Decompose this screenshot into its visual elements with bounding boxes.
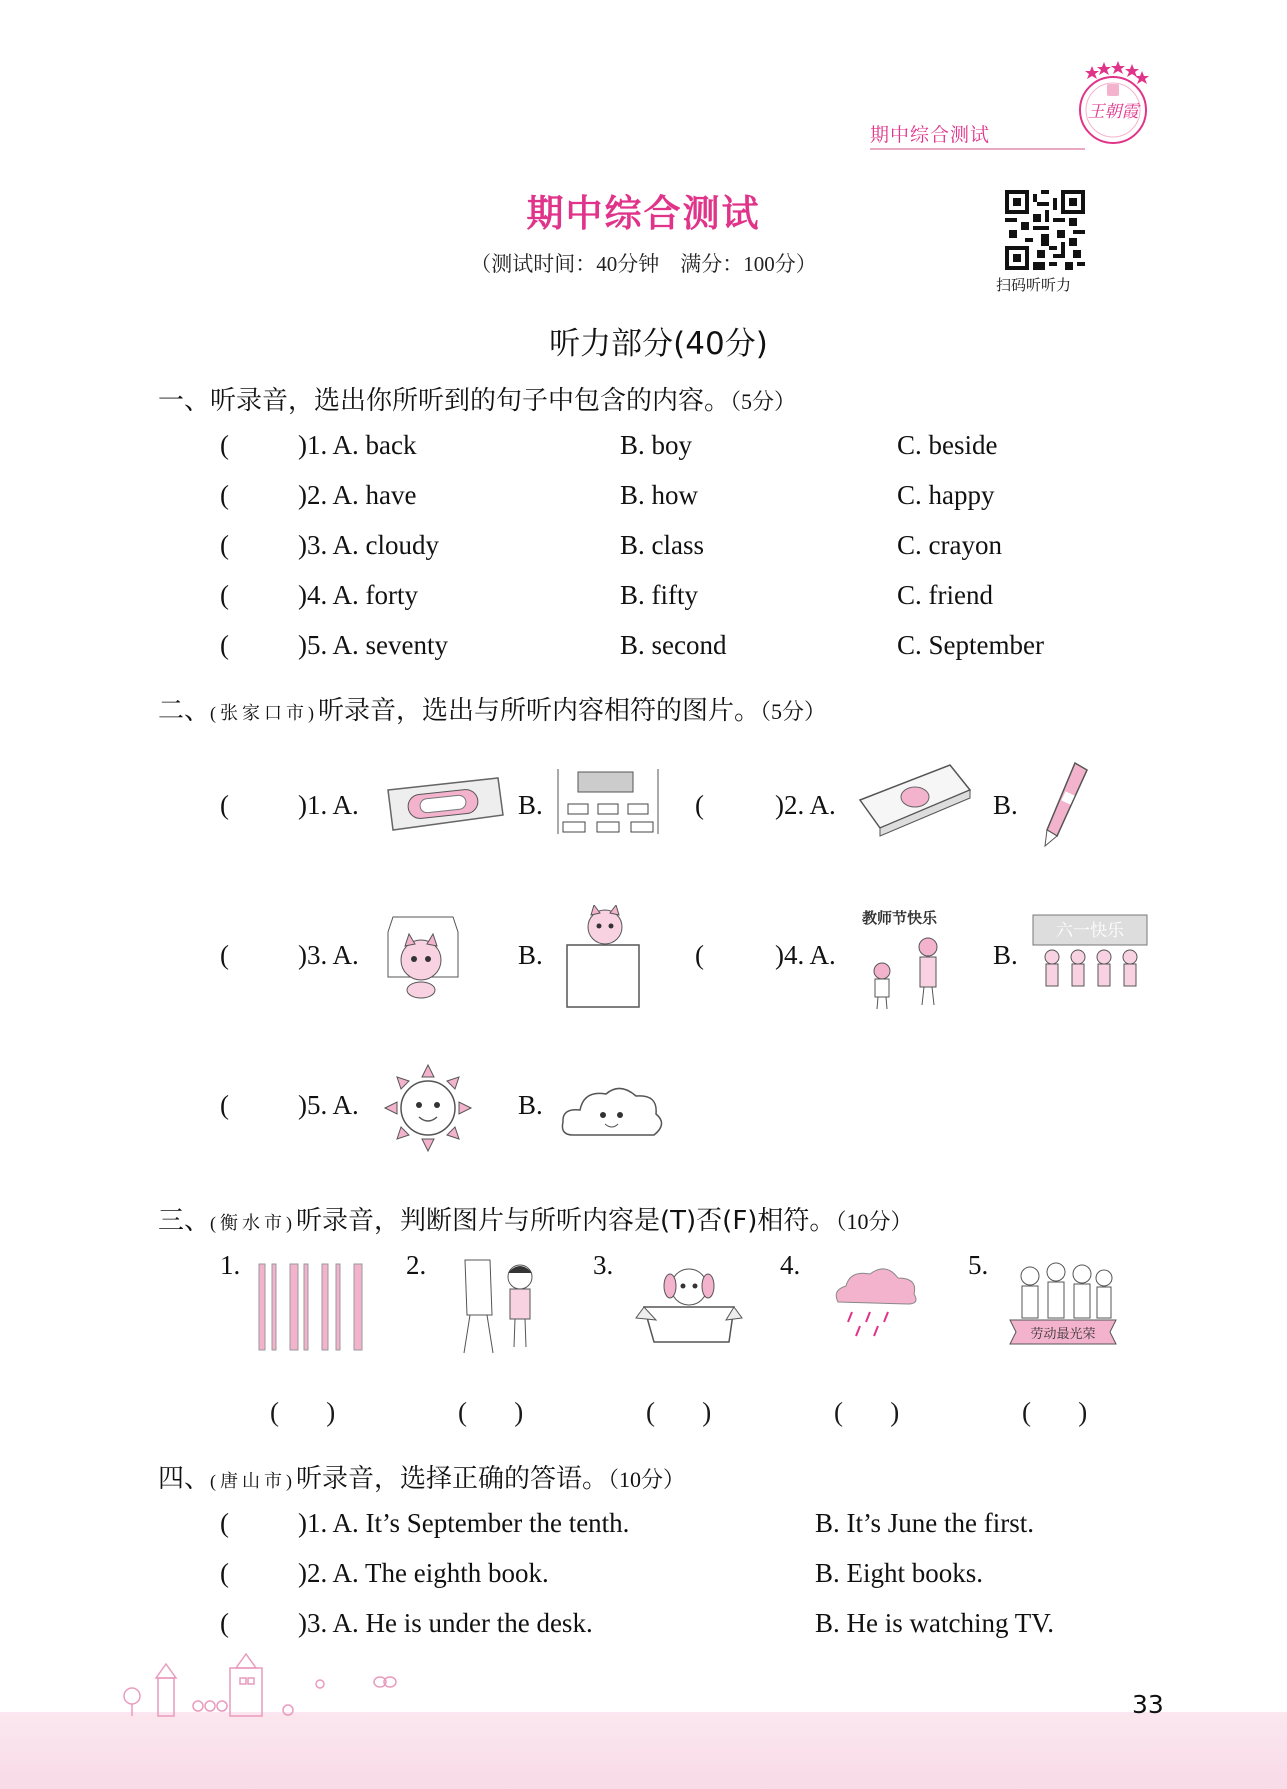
section1-heading xyxy=(158,380,796,417)
s3-label-5: 5. xyxy=(968,1250,989,1280)
section2-points: （5分） xyxy=(760,699,827,724)
teachers-day-image[interactable] xyxy=(860,905,950,1019)
s3-label-3: 3. xyxy=(593,1250,614,1280)
s1-q1-option-c: C. beside xyxy=(897,430,998,460)
section2-heading xyxy=(158,690,826,727)
s1-q5-option-b: B. second xyxy=(620,630,727,660)
teachers-day-text: 教师节快乐 xyxy=(862,909,938,927)
s1-q3-option-b: B. class xyxy=(620,530,704,560)
running-track-image[interactable] xyxy=(378,770,508,844)
s2-q2-label-b: B. xyxy=(993,790,1018,820)
s1-q3-option-a: )3. A. cloudy xyxy=(298,530,439,560)
s4-q1-option-a: )1. A. It’s September the tenth. xyxy=(298,1508,630,1538)
s1-q5-option-a: )5. A. seventy xyxy=(298,630,448,660)
part-title: 听力部分(40分) xyxy=(549,326,768,362)
section4-prefix: 四、 xyxy=(158,1464,211,1494)
section2-heading-text: 听录音，选出与所听内容相符的图片。 xyxy=(318,696,761,726)
childrens-day-text: 六一快乐 xyxy=(1056,921,1124,941)
section1-points: （5分） xyxy=(730,389,797,414)
sun-image[interactable] xyxy=(383,1063,473,1157)
s2-answer-blank-4[interactable]: ( xyxy=(695,940,704,970)
s2-q4-label-a: )4. A. xyxy=(775,940,836,970)
qr-code-icon[interactable] xyxy=(1005,190,1085,270)
answer-blank-4[interactable]: ( xyxy=(220,580,229,610)
cat-on-box-image[interactable] xyxy=(563,905,643,1014)
s3-answer-blank-4[interactable]: ( ) xyxy=(834,1397,900,1427)
s1-q5-option-c: C. September xyxy=(897,630,1044,660)
s2-q3-label-a: )3. A. xyxy=(298,940,359,970)
rain-cloud-image[interactable] xyxy=(830,1262,920,1346)
page-number: 33 xyxy=(1132,1690,1164,1719)
answer-blank-5[interactable]: ( xyxy=(220,630,229,660)
labour-day-image[interactable] xyxy=(1008,1258,1118,1357)
section2-prefix: 二、 xyxy=(158,696,211,726)
crayon-image[interactable] xyxy=(1035,758,1095,852)
section4-heading-text: 听录音，选择正确的答语。 xyxy=(296,1464,609,1494)
s3-label-2: 2. xyxy=(406,1250,427,1280)
s1-q2-option-b: B. how xyxy=(620,480,699,510)
section3-heading-text: 听录音，判断图片与所听内容是(T)否(F)相符。 xyxy=(296,1206,836,1236)
section3-heading xyxy=(158,1200,912,1237)
childrens-day-image[interactable] xyxy=(1030,912,1150,1006)
s1-q1-option-a: )1. A. back xyxy=(298,430,417,460)
castle-decoration xyxy=(120,1648,350,1722)
s3-answer-blank-1[interactable]: ( ) xyxy=(270,1397,336,1427)
header-tab xyxy=(870,120,1085,150)
s1-q4-option-c: C. friend xyxy=(897,580,993,610)
s4-answer-blank-3[interactable]: ( xyxy=(220,1608,229,1638)
qr-label: 扫码听听力 xyxy=(996,276,1072,294)
section4-heading xyxy=(158,1458,685,1495)
s1-q1-option-b: B. boy xyxy=(620,430,693,460)
s2-q5-label-b: B. xyxy=(518,1090,543,1120)
section4-points: （10分） xyxy=(608,1467,686,1492)
s2-q1-label-b: B. xyxy=(518,790,543,820)
butterfly-decoration xyxy=(372,1672,398,1696)
s3-answer-blank-3[interactable]: ( ) xyxy=(646,1397,712,1427)
s4-q3-option-b: B. He is watching TV. xyxy=(815,1608,1054,1638)
s2-answer-blank-3[interactable]: ( xyxy=(220,940,229,970)
s2-q3-label-b: B. xyxy=(518,940,543,970)
s3-label-1: 1. xyxy=(220,1250,241,1280)
s4-answer-blank-2[interactable]: ( xyxy=(220,1558,229,1588)
s2-answer-blank-1[interactable]: ( xyxy=(220,790,229,820)
section3-points: （10分） xyxy=(835,1209,913,1234)
s4-q2-option-a: )2. A. The eighth book. xyxy=(298,1558,549,1588)
cat-behind-box-image[interactable] xyxy=(383,912,463,1006)
girl-painting-image[interactable] xyxy=(460,1255,545,1359)
answer-blank-1[interactable]: ( xyxy=(220,430,229,460)
answer-blank-2[interactable]: ( xyxy=(220,480,229,510)
s1-q3-option-c: C. crayon xyxy=(897,530,1002,560)
pencil-box-image[interactable] xyxy=(855,760,975,844)
page-title: 期中综合测试 xyxy=(526,192,761,235)
header-tab-label: 期中综合测试 xyxy=(870,124,991,146)
s2-q2-label-a: )2. A. xyxy=(775,790,836,820)
dog-in-box-image[interactable] xyxy=(634,1262,744,1351)
stripes-image[interactable] xyxy=(256,1262,371,1356)
labour-day-text: 劳动最光荣 xyxy=(1030,1327,1096,1342)
s4-answer-blank-1[interactable]: ( xyxy=(220,1508,229,1538)
s2-q4-label-b: B. xyxy=(993,940,1018,970)
section2-city: (张家口市) xyxy=(210,703,319,723)
s4-q3-option-a: )3. A. He is under the desk. xyxy=(298,1608,593,1638)
s2-answer-blank-5[interactable]: ( xyxy=(220,1090,229,1120)
section4-city: (唐山市) xyxy=(210,1471,297,1491)
exam-subtitle: （测试时间：40分钟 满分：100分） xyxy=(470,252,817,276)
section3-city: (衡水市) xyxy=(210,1213,297,1233)
s2-q5-label-a: )5. A. xyxy=(298,1090,359,1120)
s4-q1-option-b: B. It’s June the first. xyxy=(815,1508,1034,1538)
s3-answer-blank-5[interactable]: ( ) xyxy=(1022,1397,1088,1427)
answer-blank-3[interactable]: ( xyxy=(220,530,229,560)
s3-label-4: 4. xyxy=(780,1250,801,1280)
footer-band xyxy=(0,1712,1287,1789)
section3-prefix: 三、 xyxy=(158,1206,211,1236)
s3-answer-blank-2[interactable]: ( ) xyxy=(458,1397,524,1427)
s2-q1-label-a: )1. A. xyxy=(298,790,359,820)
s1-q4-option-a: )4. A. forty xyxy=(298,580,418,610)
s1-q2-option-c: C. happy xyxy=(897,480,995,510)
section1-heading-text: 一、听录音，选出你所听到的句子中包含的内容。 xyxy=(158,386,731,416)
classroom-image[interactable] xyxy=(553,764,663,848)
s1-q4-option-b: B. fifty xyxy=(620,580,698,610)
s1-q2-option-a: )2. A. have xyxy=(298,480,417,510)
s2-answer-blank-2[interactable]: ( xyxy=(695,790,704,820)
cloud-image[interactable] xyxy=(558,1080,668,1154)
s4-q2-option-b: B. Eight books. xyxy=(815,1558,984,1588)
logo-text: 王朝霞 xyxy=(1087,102,1139,122)
